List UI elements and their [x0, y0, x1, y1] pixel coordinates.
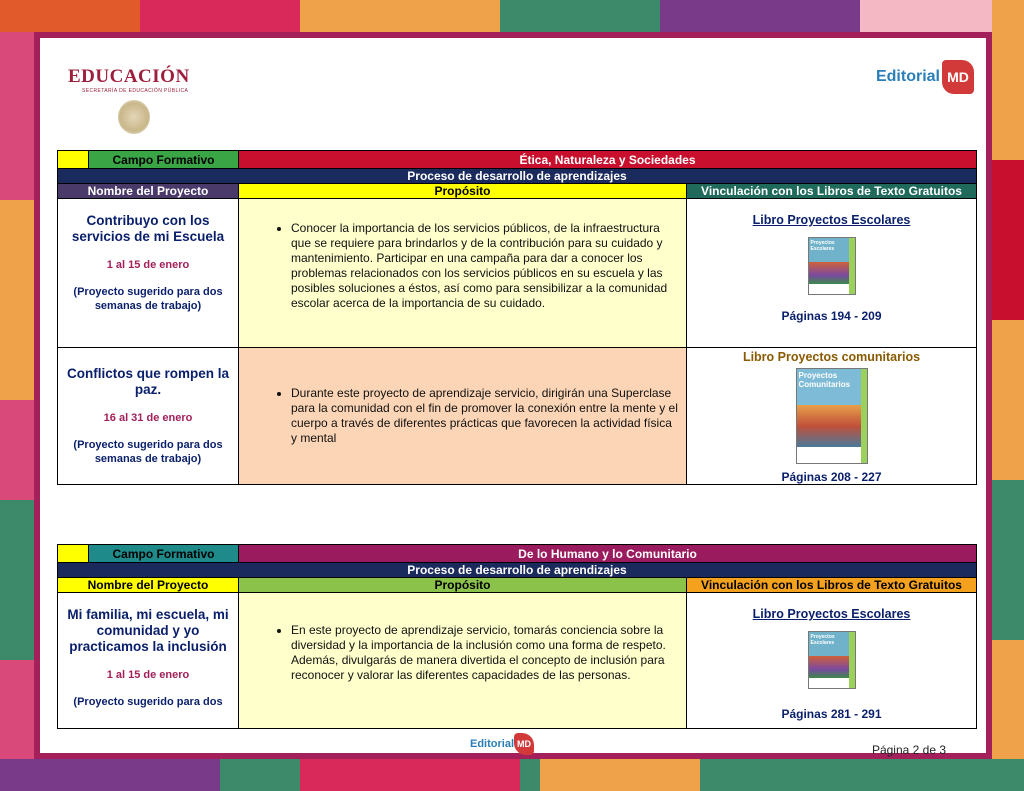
- proceso-header: Proceso de desarrollo de aprendizajes: [58, 563, 977, 578]
- bg-block: [140, 0, 300, 32]
- area-title: Ética, Naturaleza y Sociedades: [239, 151, 977, 169]
- book-cover-image: [808, 631, 856, 689]
- col-nombre-proyecto: Nombre del Proyecto: [58, 184, 239, 199]
- bg-block: [660, 0, 860, 32]
- yellow-cell: [58, 545, 89, 563]
- campo-formativo-table-2: [57, 544, 977, 729]
- bg-block: [992, 0, 1024, 791]
- project-name: Contribuyo con los servicios de mi Escuela: [71, 213, 225, 244]
- book-cell: [687, 199, 977, 348]
- project-suggestion: (Proyecto sugerido para dos: [73, 696, 223, 708]
- book-pages: Páginas 208 - 227: [781, 470, 882, 484]
- project-cell: [58, 348, 239, 485]
- book-cell: [687, 593, 977, 729]
- purpose-text: • Conocer la importancia de los servicios públicos, de la infraestructura que se requiere para brindarlos y de la contribución para su cuidado y mantenimiento. Participar en una campaña para dar a conocer los problemas relacionados con los servicios públicos en su escuela y las posibles soluciones a éstos, así como para sensibilizar a la comunidad escolar acerca de la importancia de su cuidado.: [291, 221, 680, 311]
- bg-block: [0, 759, 220, 791]
- national-seal-icon: [118, 100, 150, 134]
- footer-editorial-logo: [470, 733, 534, 755]
- document-page: [34, 32, 992, 759]
- book-cover-image: [796, 368, 868, 464]
- book-pages: Páginas 194 - 209: [781, 309, 882, 323]
- purpose-cell: [239, 199, 687, 348]
- bg-block: [992, 160, 1024, 320]
- campo-formativo-table-1: [57, 150, 977, 485]
- page-number: Página 2 de 3: [871, 743, 946, 757]
- col-nombre-proyecto: Nombre del Proyecto: [58, 578, 239, 593]
- bg-block: [0, 500, 34, 660]
- bg-block: [500, 0, 660, 32]
- col-vinculacion: Vinculación con los Libros de Texto Gratuitos: [687, 184, 977, 199]
- bg-block: [300, 0, 500, 32]
- yellow-cell: [58, 151, 89, 169]
- book-title-link[interactable]: Libro Proyectos Escolares: [752, 607, 911, 621]
- campo-formativo-label: Campo Formativo: [89, 545, 239, 563]
- book-cell: [687, 348, 977, 485]
- purpose-text: • En este proyecto de aprendizaje servicio, tomarás conciencia sobre la diversidad y la importancia de la inclusión como una forma de respeto. Además, divulgarás de manera divertida el concepto de inclusión para reconocer y valorar las diferentes capacidades de las personas.: [291, 623, 680, 683]
- area-title: De lo Humano y lo Comunitario: [239, 545, 977, 563]
- educacion-logo: EDUCACIÓN: [68, 66, 190, 87]
- col-vinculacion: Vinculación con los Libros de Texto Gratuitos: [687, 578, 977, 593]
- purpose-text: • Durante este proyecto de aprendizaje servicio, dirigirán una Superclase para la comunidad con el fin de promover la conexión entre la mente y el cuerpo a través de diferentes prácticas que favorecen la actividad física y mental: [291, 386, 680, 446]
- footer-md-badge-icon: MD: [514, 733, 534, 755]
- book-cover-title: Proyectos Escolares: [810, 240, 835, 252]
- project-name: Conflictos que rompen la paz.: [66, 366, 229, 397]
- project-name: Mi familia, mi escuela, mi comunidad y yo practicamos la inclusión: [67, 607, 229, 654]
- footer-logo-text: Editorial: [470, 738, 515, 750]
- book-cover-title: Proyectos Comunitarios: [798, 371, 851, 389]
- col-proposito: Propósito: [239, 578, 687, 593]
- campo-formativo-label: Campo Formativo: [89, 151, 239, 169]
- col-proposito: Propósito: [239, 184, 687, 199]
- table-row: [58, 593, 977, 729]
- project-suggestion: (Proyecto sugerido para dos semanas de trabajo): [73, 439, 223, 465]
- book-pages: Páginas 281 - 291: [781, 707, 882, 721]
- table-row: [58, 199, 977, 348]
- bg-block: [0, 200, 34, 400]
- editorial-logo-text: Editorial: [875, 68, 940, 85]
- purpose-cell: [239, 348, 687, 485]
- book-cover-image: [808, 237, 856, 295]
- project-date: 16 al 31 de enero: [103, 412, 193, 424]
- table-row: [58, 348, 977, 485]
- project-date: 1 al 15 de enero: [106, 669, 190, 681]
- book-title-link[interactable]: Libro Proyectos Escolares: [752, 213, 911, 227]
- md-badge-icon: MD: [942, 60, 974, 94]
- proceso-header: Proceso de desarrollo de aprendizajes: [58, 169, 977, 184]
- project-suggestion: (Proyecto sugerido para dos semanas de trabajo): [73, 286, 223, 312]
- bg-block: [992, 480, 1024, 640]
- bg-block: [300, 759, 520, 791]
- purpose-cell: [239, 593, 687, 729]
- book-title-link[interactable]: Libro Proyectos comunitarios: [742, 350, 921, 364]
- editorial-md-logo: [876, 60, 974, 94]
- project-cell: [58, 593, 239, 729]
- project-date: 1 al 15 de enero: [106, 259, 190, 271]
- bg-block: [540, 759, 700, 791]
- educacion-logo-subtitle: SECRETARÍA DE EDUCACIÓN PÚBLICA: [82, 88, 189, 94]
- book-cover-title: Proyectos Escolares: [810, 634, 835, 646]
- project-cell: [58, 199, 239, 348]
